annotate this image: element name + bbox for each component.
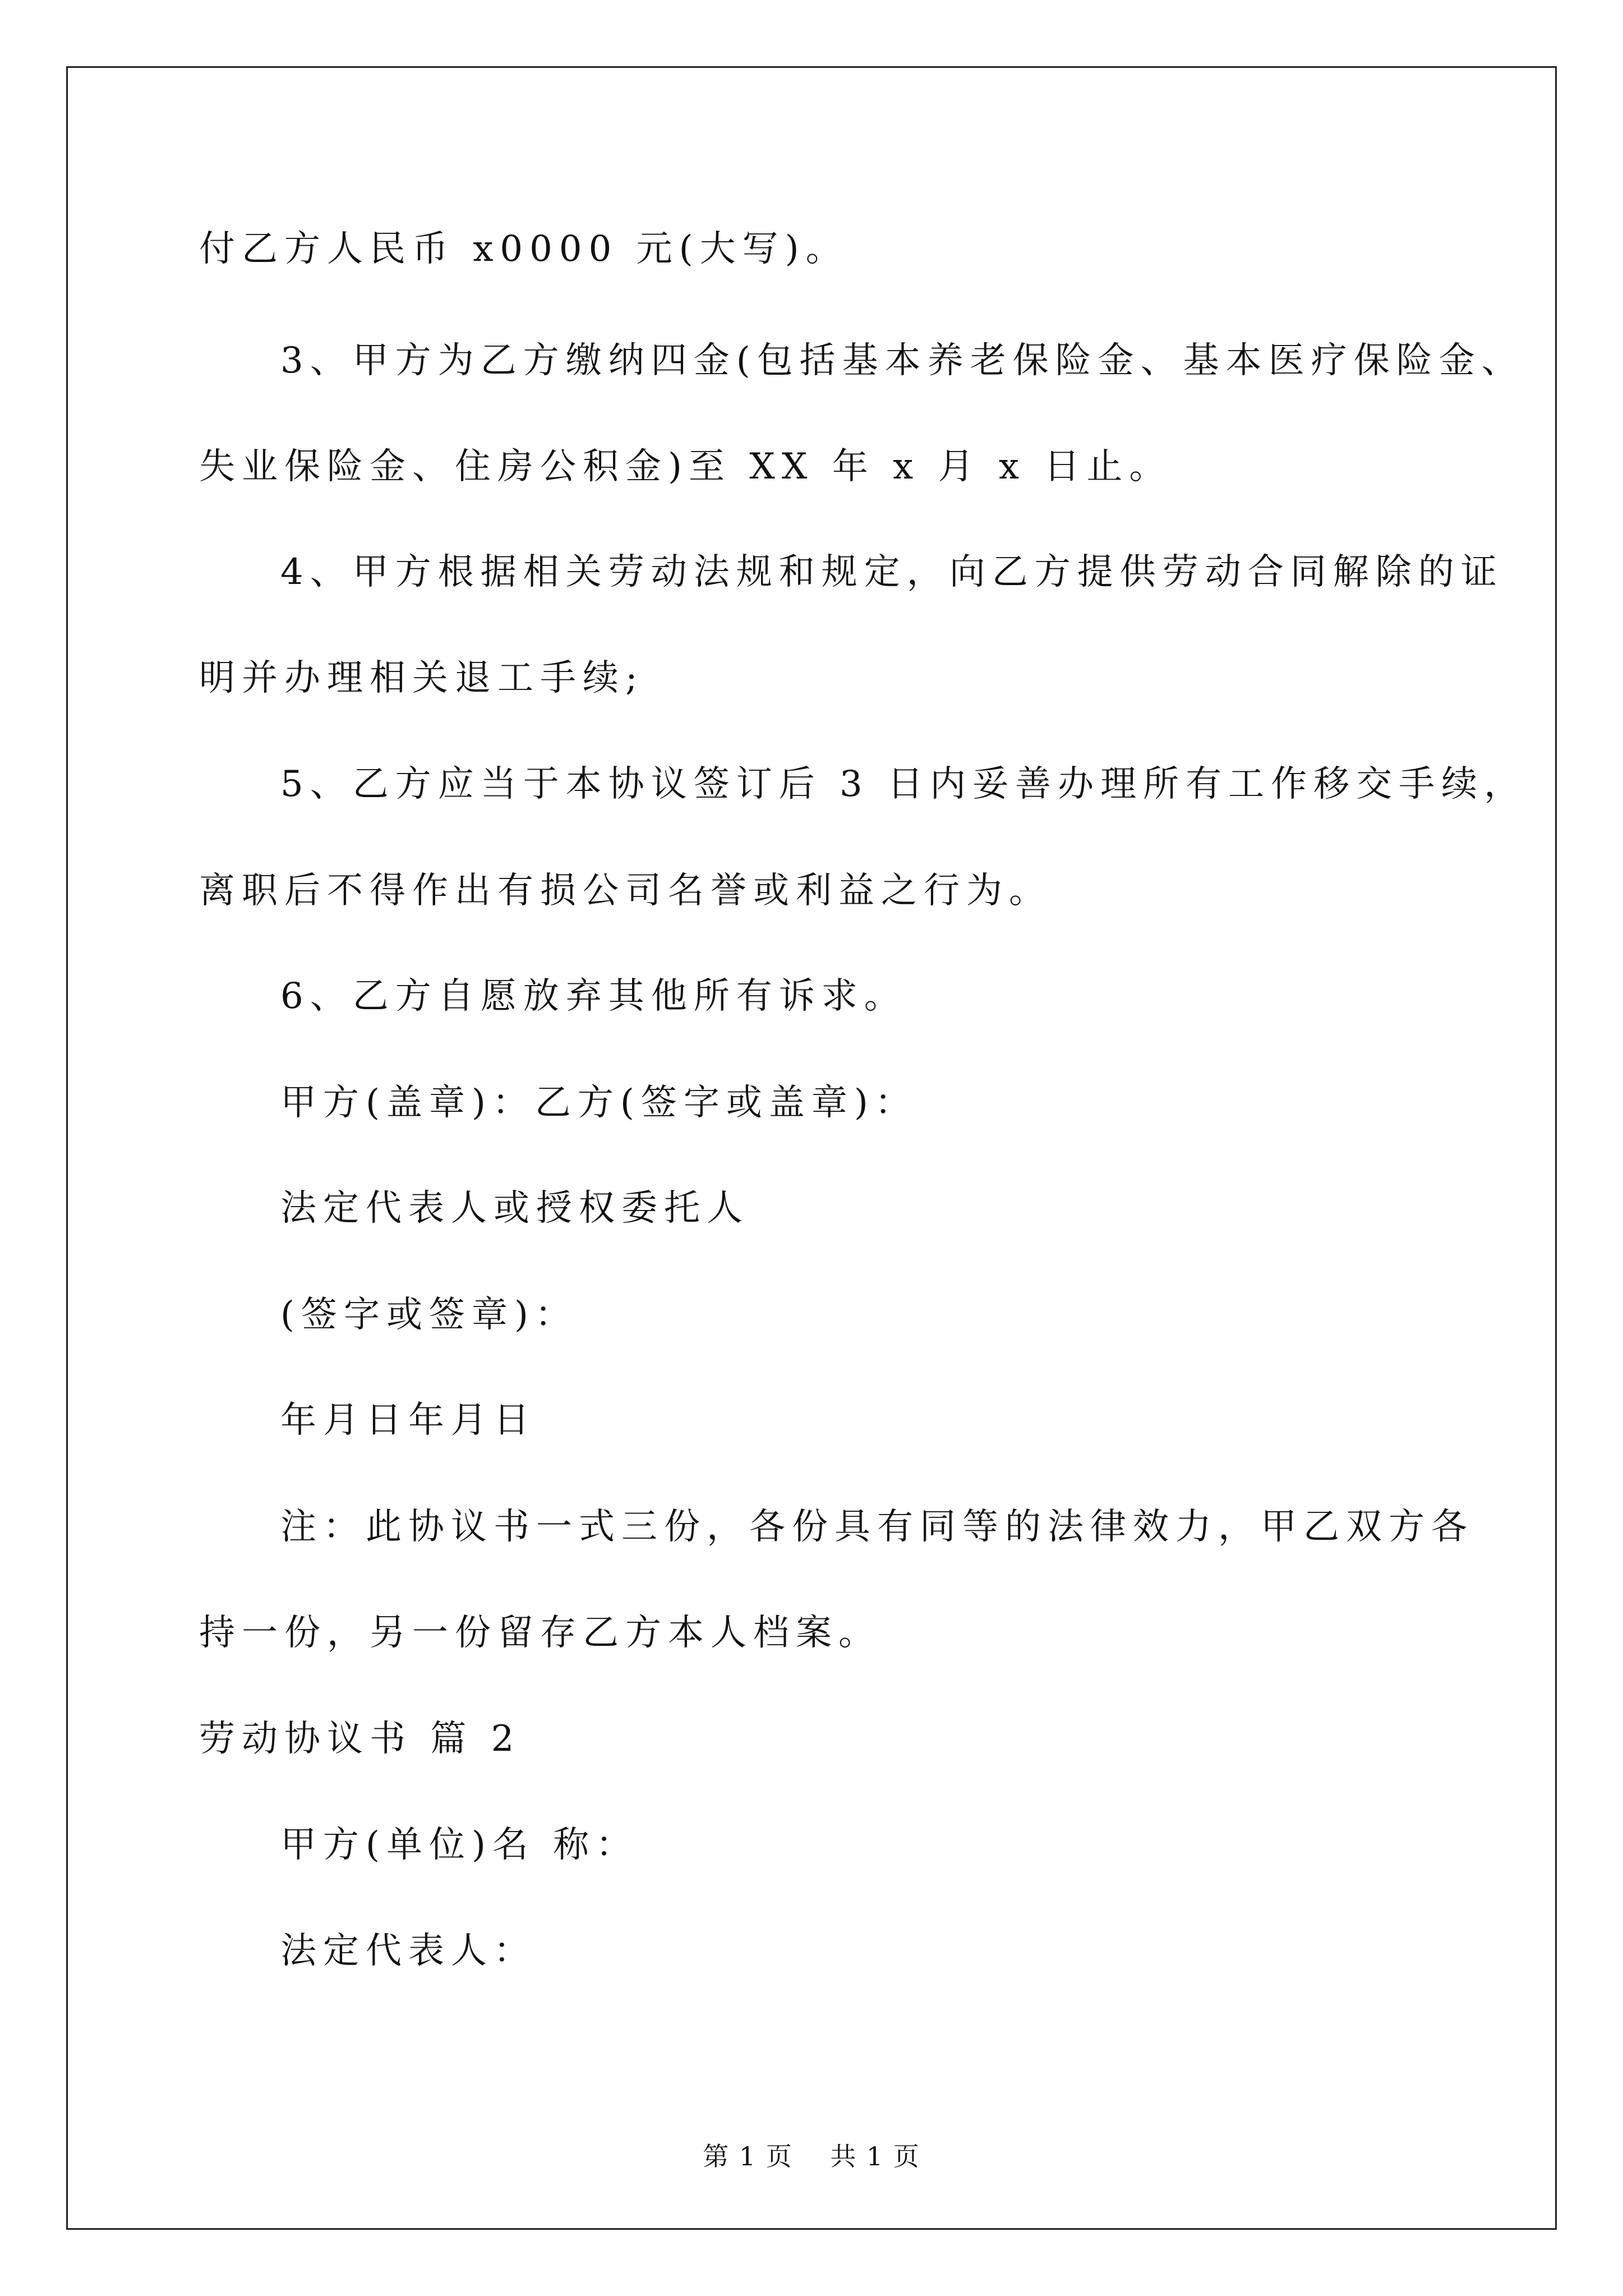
- text-line-13: 注：此协议书一式三份，各份具有同等的法律效力，甲乙双方各: [280, 1506, 1474, 1548]
- page-number-footer: 第 1 页 共 1 页: [703, 2141, 920, 2171]
- text-line-2: 3、甲方为乙方缴纳四金(包括基本养老保险金、基本医疗保险金、: [280, 340, 1524, 381]
- page-border: [66, 66, 1557, 2230]
- text-line-10: 法定代表人或授权委托人: [280, 1188, 749, 1229]
- text-line-14: 持一份，另一份留存乙方本人档案。: [199, 1612, 881, 1654]
- text-line-9: 甲方(盖章)：乙方(签字或盖章)：: [280, 1082, 917, 1124]
- text-line-7: 离职后不得作出有损公司名誉或利益之行为。: [199, 870, 1052, 912]
- text-line-11: (签字或签章)：: [280, 1294, 578, 1336]
- text-line-3: 失业保险金、住房公积金)至 XX 年 x 月 x 日止。: [199, 446, 1172, 487]
- text-line-16: 甲方(单位)名 称：: [280, 1824, 639, 1866]
- text-line-6: 5、乙方应当于本协议签订后 3 日内妥善办理所有工作移交手续，: [280, 763, 1527, 805]
- text-line-1: 付乙方人民币 x0000 元(大写)。: [199, 228, 849, 270]
- section-heading: 劳动协议书 篇 2: [199, 1718, 521, 1760]
- text-line-4: 4、甲方根据相关劳动法规和规定，向乙方提供劳动合同解除的证: [280, 551, 1504, 593]
- text-line-8: 6、乙方自愿放弃其他所有诉求。: [280, 976, 907, 1017]
- text-line-17: 法定代表人：: [280, 1930, 536, 1972]
- text-line-12: 年月日年月日: [280, 1400, 536, 1441]
- text-line-5: 明并办理相关退工手续;: [199, 657, 644, 699]
